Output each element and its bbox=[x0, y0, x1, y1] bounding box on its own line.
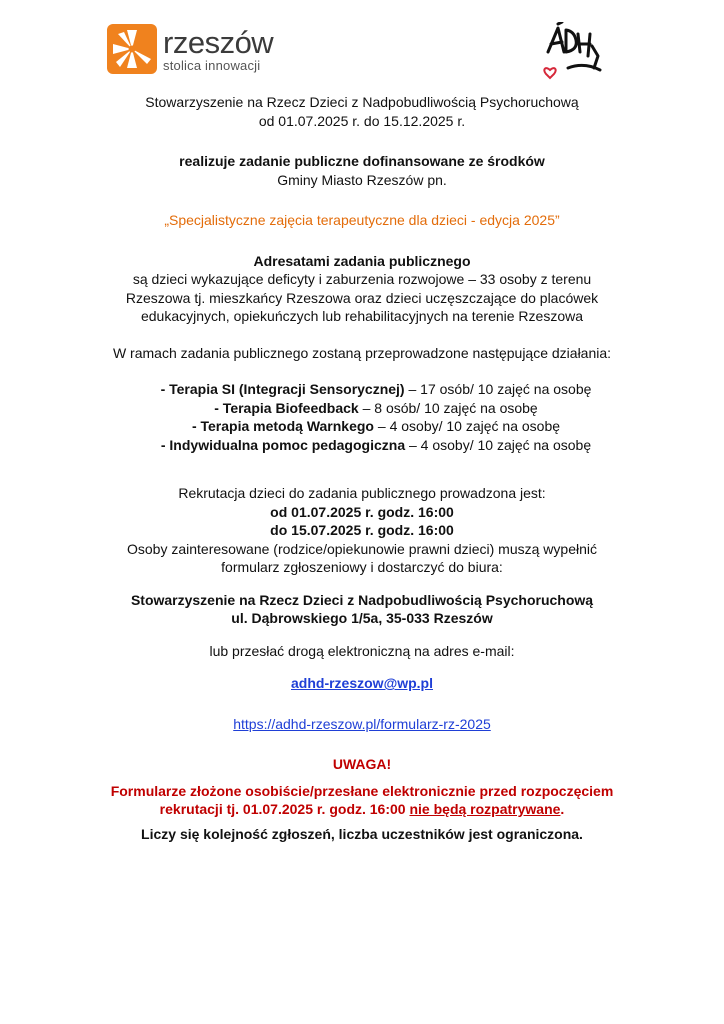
rzeszow-logo-mark bbox=[107, 24, 157, 74]
email-intro: lub przesłać drogą elektroniczną na adres e-mail: bbox=[209, 642, 515, 659]
warning-footer: Liczy się kolejność zgłoszeń, liczba uczestników jest ograniczona. bbox=[141, 825, 583, 842]
adhd-logo-icon bbox=[540, 22, 604, 82]
action-detail: – 17 osób/ 10 zajęć na osobę bbox=[404, 381, 592, 397]
task-intro-line2: Gminy Miasto Rzeszów pn. bbox=[277, 171, 447, 188]
task-intro-line1: realizuje zadanie publiczne dofinansowane ze środków bbox=[179, 153, 545, 169]
warning-line2 bbox=[0, 800, 724, 819]
recipients-line1 bbox=[0, 270, 724, 289]
recruitment-instructions-line2: formularz zgłoszeniowy i dostarczyć do biura: bbox=[221, 559, 503, 575]
recruitment-end: do 15.07.2025 r. godz. 16:00 bbox=[270, 522, 454, 538]
action-detail: – 4 osoby/ 10 zajęć na osobę bbox=[374, 418, 561, 434]
actions-list bbox=[0, 380, 724, 454]
warning-line2-c: . bbox=[560, 801, 565, 817]
starburst-icon bbox=[107, 24, 157, 74]
adhd-association-logo bbox=[540, 22, 604, 82]
warning-not-considered: nie będą rozpatrywane bbox=[409, 801, 561, 817]
task-title: „Specjalistyczne zajęcia terapeutyczne dla dzieci - edycja 2025” bbox=[164, 212, 560, 228]
action-name: - Terapia SI (Integracji Sensorycznej) bbox=[160, 381, 405, 397]
warning-line1: Formularze złożone osobiście/przesłane elektronicznie przed rozpoczęciem bbox=[110, 782, 614, 799]
recruitment-instructions-line1: Osoby zainteresowane (rodzice/opiekunowie prawni dzieci) muszą wypełnić bbox=[127, 540, 597, 557]
action-detail: – 4 osoby/ 10 zajęć na osobę bbox=[405, 436, 592, 453]
email-link[interactable]: adhd-rzeszow@wp.pl bbox=[291, 675, 433, 691]
logo-tagline: stolica innowacji bbox=[163, 57, 261, 73]
office-name: Stowarzyszenie na Rzecz Dzieci z Nadpobudliwością Psychoruchową bbox=[130, 591, 594, 608]
organization-name: Stowarzyszenie na Rzecz Dzieci z Nadpobudliwością Psychoruchową bbox=[145, 94, 579, 110]
action-detail: – 8 osób/ 10 zajęć na osobę bbox=[358, 399, 538, 416]
form-url-link[interactable]: https://adhd-rzeszow.pl/formularz-rz-2025 bbox=[233, 715, 491, 732]
actions-intro: W ramach zadania publicznego zostaną przeprowadzone następujące działania: bbox=[112, 344, 612, 361]
rzeszow-logo bbox=[107, 24, 273, 74]
warning-heading: UWAGA! bbox=[332, 756, 392, 772]
warning-line2-a: rekrutacji tj. 01.07.2025 r. godz. 16:00 bbox=[159, 801, 410, 817]
action-item bbox=[28, 436, 724, 455]
action-name: - Terapia Biofeedback bbox=[214, 399, 359, 416]
action-item bbox=[28, 380, 724, 399]
action-item bbox=[28, 399, 724, 418]
action-name: - Indywidualna pomoc pedagogiczna bbox=[160, 436, 406, 453]
logo-name: rzeszów bbox=[163, 24, 274, 60]
recipients-line3: edukacyjnych, opiekuńczych lub rehabilitacyjnych na terenie Rzeszowa bbox=[140, 308, 584, 324]
action-name: - Terapia metodą Warnkego bbox=[191, 418, 374, 434]
announcement bbox=[0, 93, 724, 843]
recruitment-start: od 01.07.2025 r. godz. 16:00 bbox=[270, 503, 454, 520]
project-period: od 01.07.2025 r. do 15.12.2025 r. bbox=[258, 112, 466, 129]
recipients-line2: Rzeszowa tj. mieszkańcy Rzeszowa oraz dzieci uczęszczające do placówek bbox=[125, 289, 599, 306]
recipients-line1-b: 33 osoby z terenu bbox=[479, 271, 592, 287]
recipients-heading: Adresatami zadania publicznego bbox=[253, 252, 471, 269]
office-address: ul. Dąbrowskiego 1/5a, 35-033 Rzeszów bbox=[231, 610, 493, 626]
recipients-line1-a: są dzieci wykazujące deficyty i zaburzenia rozwojowe – bbox=[132, 271, 480, 287]
recruitment-intro: Rekrutacja dzieci do zadania publicznego prowadzona jest: bbox=[178, 485, 546, 501]
action-item bbox=[28, 417, 724, 436]
